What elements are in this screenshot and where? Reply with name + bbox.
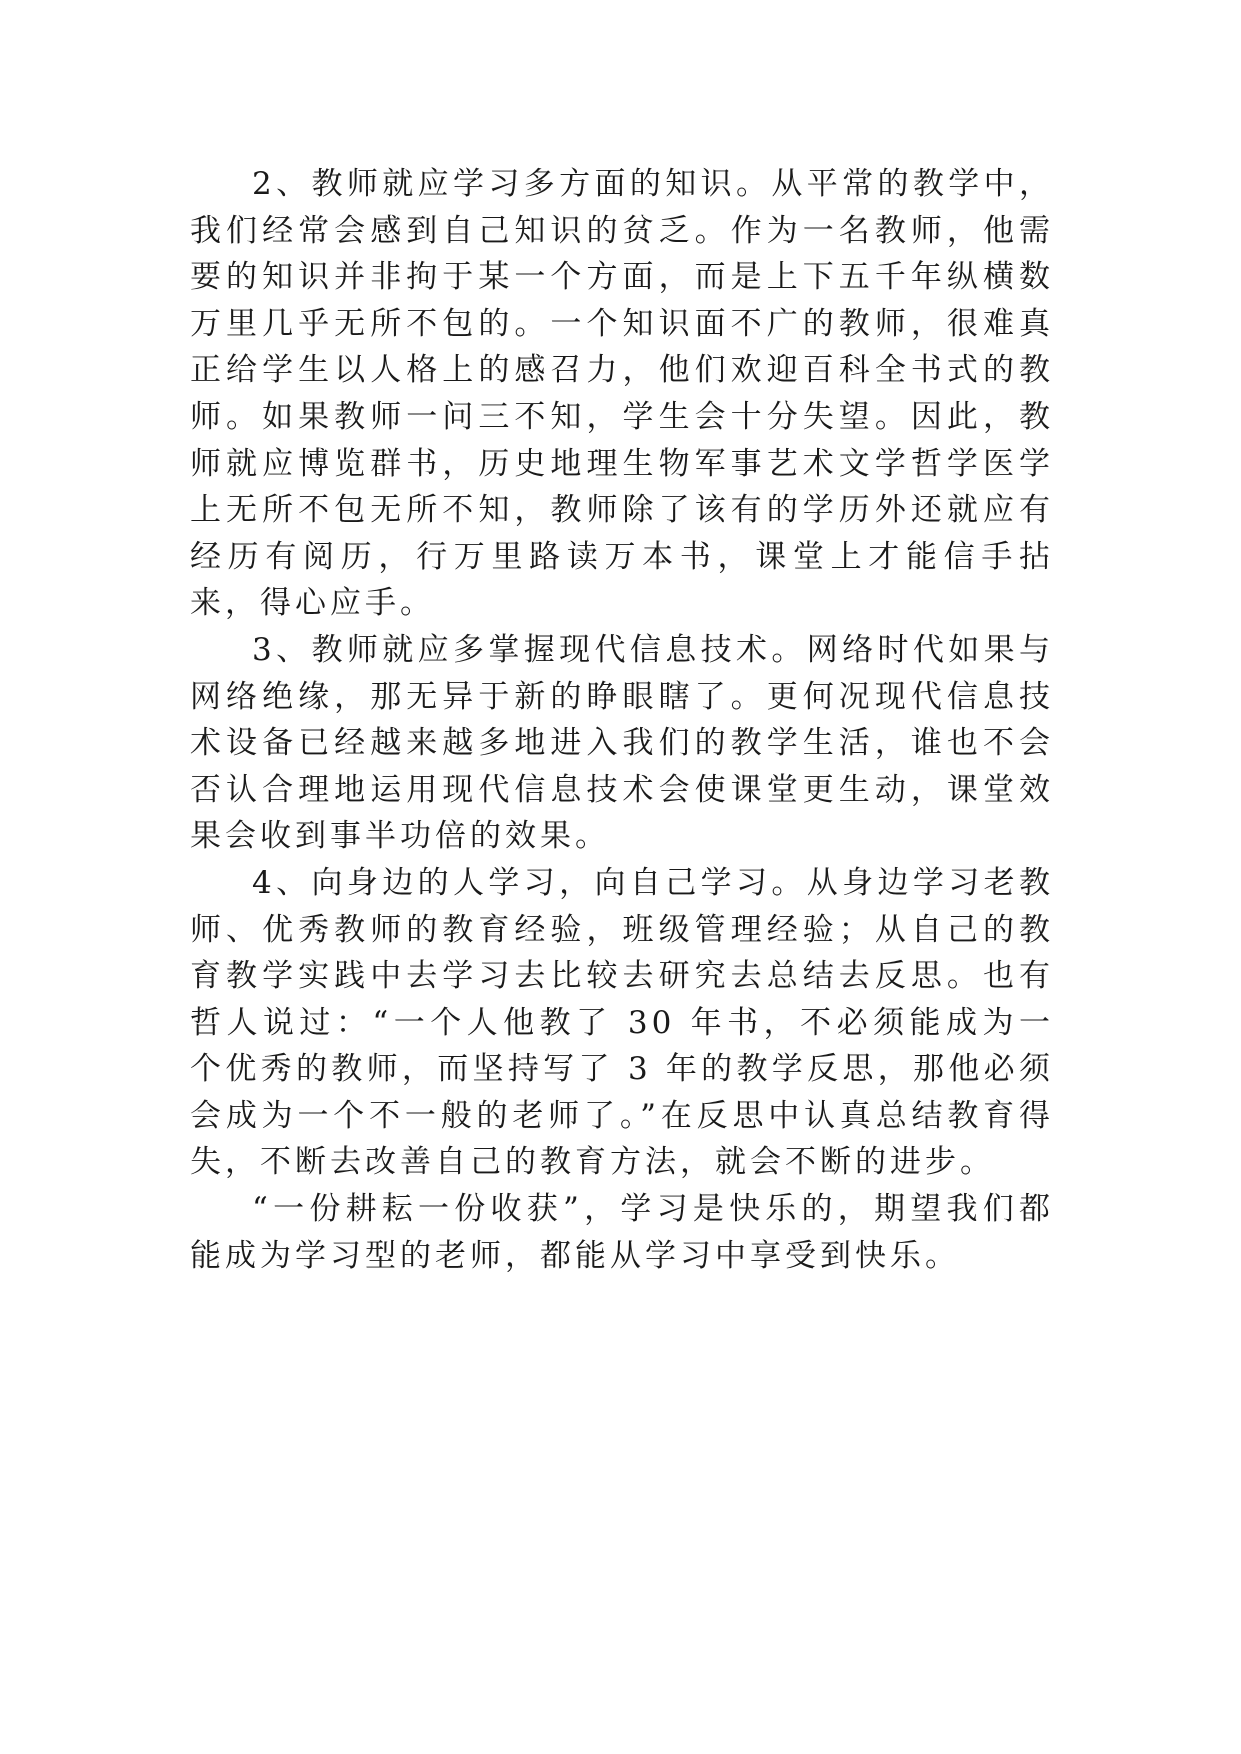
paragraph-technology: 3、教师就应多掌握现代信息技术。网络时代如果与网络绝缘，那无异于新的睁眼瞎了。更何况现代信息技术设备已经越来越多地进入我们的教学生活，谁也不会否认合理地运用现代信息技术会使课堂更生动，课堂效果会收到事半功倍的效果。 — [190, 631, 1054, 855]
document-body — [190, 161, 1054, 1279]
paragraph-knowledge: 2、教师就应学习多方面的知识。从平常的教学中，我们经常会感到自己知识的贫乏。作为一名教师，他需要的知识并非拘于某一个方面，而是上下五千年纵横数万里几乎无所不包的。一个知识面不广的教师，很难真正给学生以人格上的感召力，他们欢迎百科全书式的教师。如果教师一问三不知，学生会十分失望。因此，教师就应博览群书，历史地理生物军事艺术文学哲学医学上无所不包无所不知，教师除了该有的学历外还就应有经历有阅历，行万里路读万本书，课堂上才能信手拈来，得心应手。 — [190, 166, 1054, 622]
paragraph-conclusion: “一份耕耘一份收获”，学习是快乐的，期望我们都能成为学习型的老师，都能从学习中享受到快乐。 — [190, 1191, 1054, 1274]
paragraph-learn-from-others: 4、向身边的人学习，向自己学习。从身边学习老教师、优秀教师的教育经验，班级管理经验；从自己的教育教学实践中去学习去比较去研究去总结去反思。也有哲人说过：“一个人他教了 30 年书，不必须能成为一个优秀的教师，而坚持写了 3 年的教学反思，那他必须会成为一个不一般的老师了。”在反思中认真总结教育得失，不断去改善自己的教育方法，就会不断的进步。 — [190, 864, 1054, 1181]
